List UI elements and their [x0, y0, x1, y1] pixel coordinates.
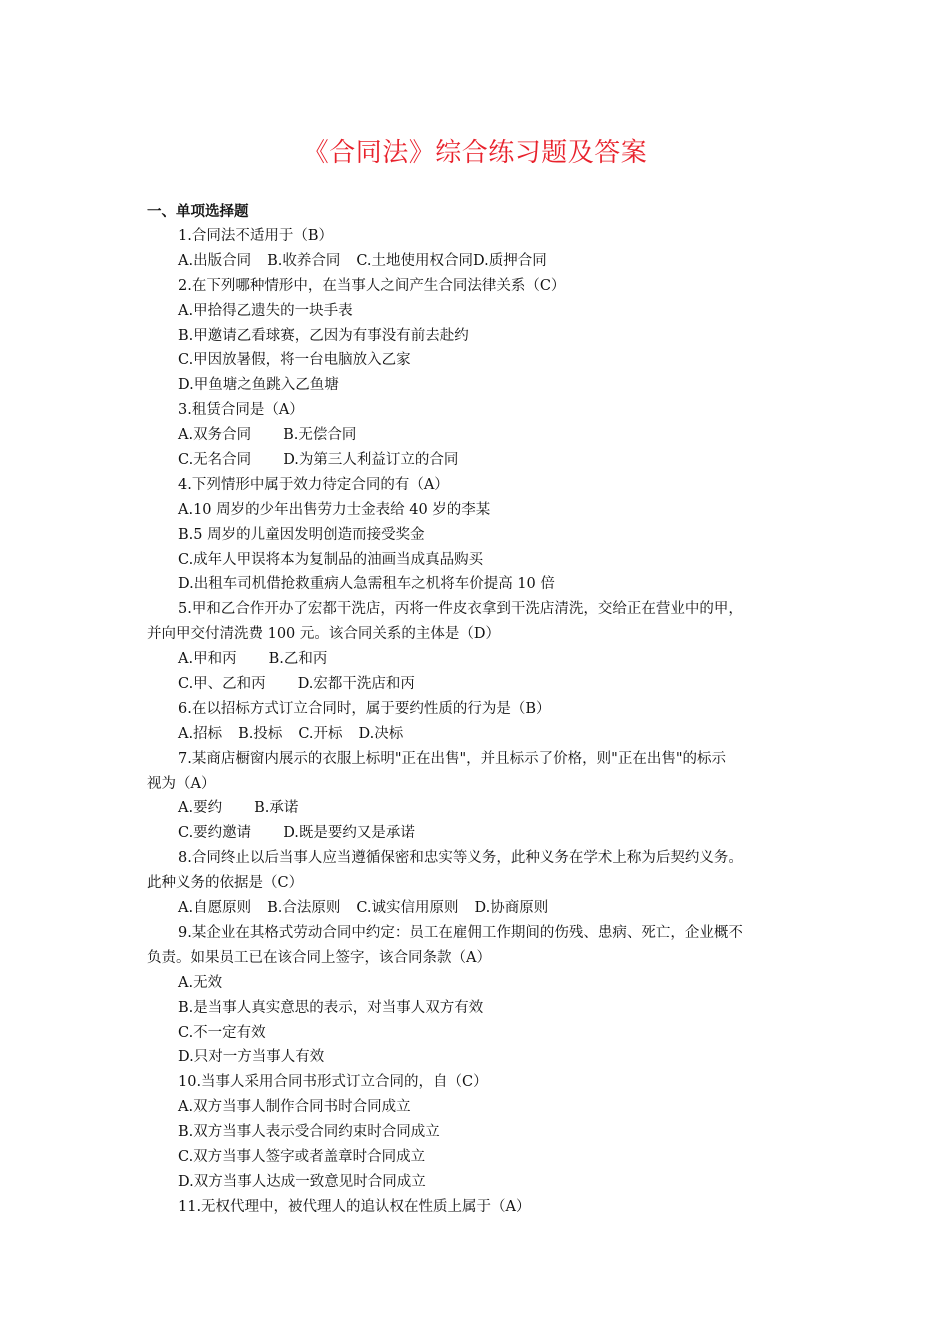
option: B.合法原则: [267, 900, 341, 917]
question-list: [147, 224, 822, 1220]
option: B.甲邀请乙看球赛，乙因为有事没有前去赴约: [178, 327, 469, 344]
question-stem: 4.下列情形中属于效力待定合同的有（A）: [178, 476, 449, 493]
option: B.双方当事人表示受合同约束时合同成立: [178, 1124, 440, 1141]
option: A.双务合同: [178, 427, 252, 444]
option: A.招标: [178, 725, 223, 742]
question-stem-continued: 并向甲交付清洗费 100 元。该合同关系的主体是（D）: [147, 626, 501, 643]
question-stem: 8.合同终止以后当事人应当遵循保密和忠实等义务，此种义务在学术上称为后契约义务。: [178, 850, 743, 867]
question-stem: 7.某商店橱窗内展示的衣服上标明"正在出售"，并且标示了价格，则"正在出售"的标示: [178, 750, 727, 767]
option: D.决标: [358, 725, 404, 742]
option: A.10 周岁的少年出售劳力士金表给 40 岁的李某: [178, 501, 491, 518]
option: C.诚实信用原则: [356, 900, 459, 917]
question-stem: 5.甲和乙合作开办了宏都干洗店，丙将一件皮衣拿到干洗店清洗，交给正在营业中的甲，: [178, 601, 743, 618]
option: D.只对一方当事人有效: [178, 1049, 325, 1066]
option: C.成年人甲误将本为复制品的油画当成真品购买: [178, 551, 484, 568]
option: C.不一定有效: [178, 1024, 266, 1041]
option: C.要约邀请: [178, 825, 252, 842]
question-stem: 11.无权代理中，被代理人的追认权在性质上属于（A）: [178, 1198, 531, 1215]
question-stem: 3.租赁合同是（A）: [178, 402, 304, 419]
option-row: [147, 896, 822, 921]
option: C.无名合同: [178, 452, 252, 469]
option: A.出版合同: [178, 252, 252, 269]
question-stem: 9.某企业在其格式劳动合同中约定：员工在雇佣工作期间的伤残、患病、死亡，企业概不: [178, 924, 743, 941]
option-row: [147, 796, 822, 821]
option: D.质押合同: [473, 252, 547, 269]
question-stem-continued: 视为（A）: [147, 775, 216, 792]
option: C.开标: [298, 725, 343, 742]
question-stem-continued: 此种义务的依据是（C）: [147, 875, 304, 892]
option: A.双方当事人制作合同书时合同成立: [178, 1099, 411, 1116]
question-stem: 10.当事人采用合同书形式订立合同的，自（C）: [178, 1074, 488, 1091]
option: C.土地使用权合同: [356, 252, 474, 269]
option: A.甲拾得乙遗失的一块手表: [178, 302, 353, 319]
section-heading: 一、单项选择题: [147, 204, 249, 220]
option: A.无效: [178, 974, 223, 991]
option: C.甲因放暑假，将一台电脑放入乙家: [178, 352, 411, 369]
option: B.乙和丙: [268, 651, 328, 668]
question-stem: 1.合同法不适用于（B）: [178, 228, 333, 244]
option: B.无偿合同: [283, 427, 357, 444]
option-row: [147, 423, 822, 448]
option: A.甲和丙: [178, 651, 237, 668]
question-stem: 2.在下列哪种情形中，在当事人之间产生合同法律关系（C）: [178, 277, 566, 294]
option: D.出租车司机借抢救重病人急需租车之机将车价提高 10 倍: [178, 576, 555, 593]
option: B.是当事人真实意思的表示，对当事人双方有效: [178, 999, 484, 1016]
option-row: [147, 821, 822, 846]
option: B.收养合同: [267, 252, 341, 269]
option: D.为第三人利益订立的合同: [283, 452, 459, 469]
option: A.要约: [178, 800, 223, 817]
option-row: [147, 647, 822, 672]
option: D.既是要约又是承诺: [283, 825, 415, 842]
option: B.承诺: [254, 800, 299, 817]
option-row: [147, 448, 822, 473]
option: D.甲鱼塘之鱼跳入乙鱼塘: [178, 377, 339, 394]
option: C.甲、乙和丙: [178, 676, 266, 693]
question-stem: 6.在以招标方式订立合同时，属于要约性质的行为是（B）: [178, 700, 551, 717]
option: B.5 周岁的儿童因发明创造而接受奖金: [178, 526, 425, 543]
option: D.双方当事人达成一致意见时合同成立: [178, 1173, 426, 1190]
option: C.双方当事人签字或者盖章时合同成立: [178, 1148, 426, 1165]
document-title: 《合同法》综合练习题及答案: [302, 138, 648, 168]
option: B.投标: [238, 725, 283, 742]
option-row: [147, 249, 822, 274]
option-row: [147, 672, 822, 697]
option-row: [147, 722, 822, 747]
option: D.协商原则: [474, 900, 549, 917]
question-stem-continued: 负责。如果员工已在该合同上签字，该合同条款（A）: [147, 949, 491, 966]
option: A.自愿原则: [178, 900, 252, 917]
option: D.宏都干洗店和丙: [297, 676, 415, 693]
